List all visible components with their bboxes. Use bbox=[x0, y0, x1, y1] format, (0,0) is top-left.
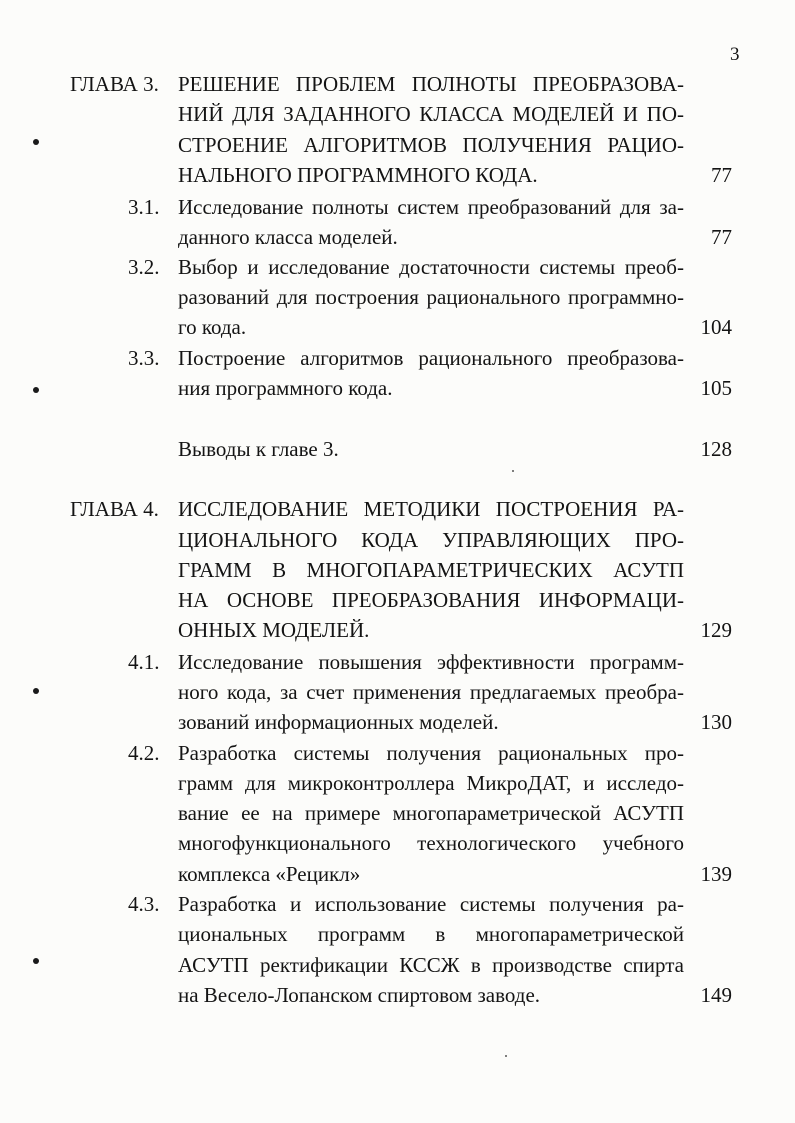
chapter-title-line: СТРОЕНИЕ АЛГОРИТМОВ ПОЛУЧЕНИЯ РАЦИО- bbox=[178, 133, 684, 157]
section-title-line: комплекса «Рецикл» bbox=[178, 862, 361, 886]
section-title-line: го кода. bbox=[178, 315, 247, 339]
section-page-number: 105 bbox=[700, 376, 732, 400]
chapter-label: ГЛАВА 3. bbox=[70, 72, 159, 96]
chapter-title-line: ЦИОНАЛЬНОГО КОДА УПРАВЛЯЮЩИХ ПРО- bbox=[178, 528, 684, 552]
chapter-page-number: 77 bbox=[711, 163, 732, 187]
section-title-line: вание ее на примере многопараметрической АСУТП bbox=[178, 801, 684, 825]
section-number: 4.3. bbox=[128, 892, 160, 916]
section-title-line: Разработка и использование системы получения ра- bbox=[178, 892, 684, 916]
section-title-line: многофункционального технологического учебного bbox=[178, 831, 684, 855]
section-title-line: на Весело-Лопанском спиртовом заводе. bbox=[178, 983, 541, 1007]
section-page-number: 130 bbox=[700, 710, 732, 734]
conclusions-title: Выводы к главе 3. bbox=[178, 437, 339, 461]
chapter-page-number: 129 bbox=[700, 618, 732, 642]
chapter-title-line: ОННЫХ МОДЕЛЕЙ. bbox=[178, 618, 370, 642]
chapter-label: ГЛАВА 4. bbox=[70, 497, 159, 521]
scan-speck bbox=[505, 1055, 507, 1057]
section-title-line: данного класса моделей. bbox=[178, 225, 398, 249]
margin-dot bbox=[33, 958, 39, 964]
chapter-title-line: ГРАММ В МНОГОПАРАМЕТРИЧЕСКИХ АСУТП bbox=[178, 558, 684, 582]
section-page-number: 149 bbox=[700, 983, 732, 1007]
section-title-line: ного кода, за счет применения предлагаемых преобра- bbox=[178, 680, 684, 704]
margin-dot bbox=[33, 139, 39, 145]
chapter-title-line: НАЛЬНОГО ПРОГРАММНОГО КОДА. bbox=[178, 163, 538, 187]
section-title-line: Исследование повышения эффективности программ- bbox=[178, 650, 684, 674]
margin-dot bbox=[33, 688, 39, 694]
section-title-line: разований для построения рационального программно- bbox=[178, 285, 684, 309]
section-title-line: зований информационных моделей. bbox=[178, 710, 499, 734]
section-number: 4.2. bbox=[128, 741, 160, 765]
section-title-line: Построение алгоритмов рационального преобразова- bbox=[178, 346, 684, 370]
scan-speck bbox=[512, 470, 514, 472]
section-title-line: циональных программ в многопараметрической bbox=[178, 922, 684, 946]
section-title-line: грамм для микроконтроллера МикроДАТ, и исследо- bbox=[178, 771, 684, 795]
section-title-line: Выбор и исследование достаточности системы преоб- bbox=[178, 255, 684, 279]
section-page-number: 77 bbox=[711, 225, 732, 249]
section-title-line: Разработка системы получения рациональных про- bbox=[178, 741, 684, 765]
page-number: 3 bbox=[730, 44, 740, 65]
section-number: 4.1. bbox=[128, 650, 160, 674]
section-title-line: ния программного кода. bbox=[178, 376, 393, 400]
section-number: 3.3. bbox=[128, 346, 160, 370]
chapter-title-line: РЕШЕНИЕ ПРОБЛЕМ ПОЛНОТЫ ПРЕОБРАЗОВА- bbox=[178, 72, 684, 96]
section-title-line: Исследование полноты систем преобразований для за- bbox=[178, 195, 684, 219]
chapter-title-line: НИЙ ДЛЯ ЗАДАННОГО КЛАССА МОДЕЛЕЙ И ПО- bbox=[178, 102, 684, 126]
section-title-line: АСУТП ректификации КССЖ в производстве спирта bbox=[178, 953, 684, 977]
chapter-title-line: НА ОСНОВЕ ПРЕОБРАЗОВАНИЯ ИНФОРМАЦИ- bbox=[178, 588, 684, 612]
chapter-title-line: ИССЛЕДОВАНИЕ МЕТОДИКИ ПОСТРОЕНИЯ РА- bbox=[178, 497, 684, 521]
section-page-number: 104 bbox=[700, 315, 732, 339]
conclusions-page-number: 128 bbox=[700, 437, 732, 461]
section-page-number: 139 bbox=[700, 862, 732, 886]
section-number: 3.2. bbox=[128, 255, 160, 279]
margin-dot bbox=[33, 387, 39, 393]
section-number: 3.1. bbox=[128, 195, 160, 219]
